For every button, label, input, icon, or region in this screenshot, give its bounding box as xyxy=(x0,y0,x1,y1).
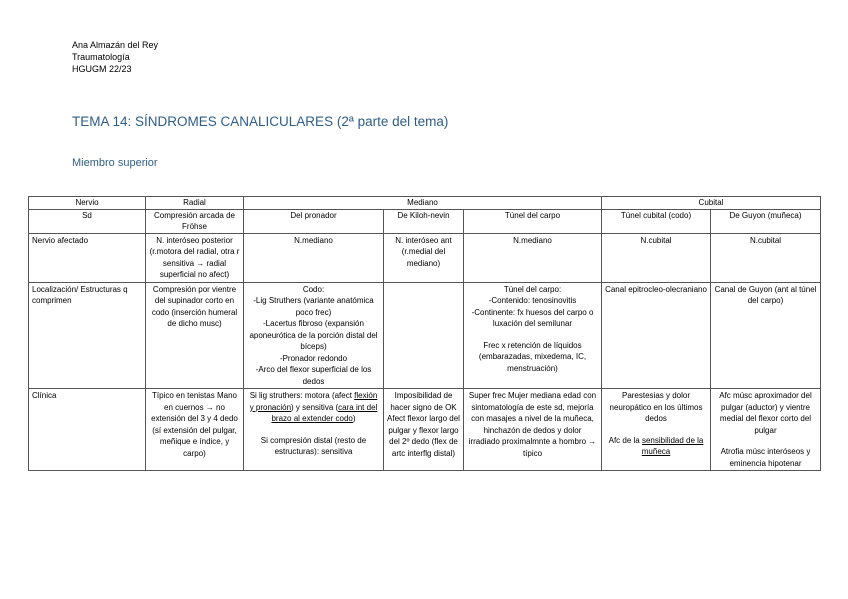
row-label: Nervio afectado xyxy=(29,233,146,282)
table-cell xyxy=(711,389,821,471)
cell-line: -Arco del flexor superficial de los dedos xyxy=(255,365,372,386)
subheader-carpo: Túnel del carpo xyxy=(464,209,602,233)
table-cell: Compresión por vientre del supinador corto en codo (inserción humeral de dicho musc) xyxy=(146,282,244,389)
cell-line: Frec x retención de líquidos (embarazadas, mixedema, IC, menstruación) xyxy=(478,340,587,373)
table-cell xyxy=(384,282,464,389)
table-cell: Canal epitrocleo-olecraniano xyxy=(602,282,711,389)
table-cell: N.cubital xyxy=(602,233,711,282)
text-run: ) y sensitiva ( xyxy=(291,402,339,412)
spacer xyxy=(714,436,817,446)
subheader-radial: Compresión arcada de Fröhse xyxy=(146,209,244,233)
table-cell: Canal de Guyon (ant al túnel del carpo) xyxy=(711,282,821,389)
institution-name: HGUGM 22/23 xyxy=(72,64,132,74)
subheader-tunel-cubital: Túnel cubital (codo) xyxy=(602,209,711,233)
table-cell xyxy=(244,282,384,389)
table-row xyxy=(29,233,821,282)
cell-paragraph: Parestesias y dolor neuropático en los últimos dedos xyxy=(609,391,703,423)
spacer xyxy=(605,425,707,435)
cell-line: -Lacertus fibroso (expansión aponeurótica de la porción distal del bíceps) xyxy=(249,319,378,351)
header-radial: Radial xyxy=(146,197,244,210)
group-header-row xyxy=(29,197,821,210)
cell-paragraph xyxy=(247,390,380,425)
underlined-text: cara int del brazo al extender codo xyxy=(271,402,378,423)
table-cell: N.mediano xyxy=(464,233,602,282)
subheader-kiloh: De Kiloh-nevin xyxy=(384,209,464,233)
table-cell: Típico en tenistas Mano en cuernos → no extensión del 3 y 4 dedo (sí extensión del pulgar, meñique e índice, y carpo) xyxy=(146,389,244,471)
spacer xyxy=(467,330,598,340)
spacer xyxy=(247,425,380,435)
table-cell xyxy=(602,389,711,471)
cell-line: -Continente: fx huesos del carpo o luxación del semilunar xyxy=(471,307,594,328)
header-cubital: Cubital xyxy=(602,197,821,210)
cell-paragraph: Si compresión distal (resto de estructuras): sensitiva xyxy=(260,435,367,456)
header-nervio: Nervio xyxy=(29,197,146,210)
row-label: Localización/ Estructuras q comprimen xyxy=(29,282,146,389)
cell-line: Codo: xyxy=(302,284,325,294)
cell-paragraph xyxy=(605,435,707,458)
subheader-pronador: Del pronador xyxy=(244,209,384,233)
text-run: Si lig struthers: motora (afect xyxy=(249,391,355,400)
table-cell xyxy=(244,389,384,471)
table-cell: Imposibilidad de hacer signo de OK Afect flexor largo del pulgar y flexor largo del 2º dedo (flex de artc interflg distal) xyxy=(384,389,464,471)
cell-line: -Lig Struthers (variante anatómica poco frec) xyxy=(253,296,374,317)
cell-line: -Pronador redondo xyxy=(279,353,348,363)
table-row xyxy=(29,282,821,389)
cell-paragraph: Atrofia músc interóseos y eminencia hipotenar xyxy=(720,447,811,468)
header-mediano: Mediano xyxy=(244,197,602,210)
table-cell: N.mediano xyxy=(244,233,384,282)
sub-header-row xyxy=(29,209,821,233)
subject-name: Traumatología xyxy=(72,52,130,62)
author-name: Ana Almazán del Rey xyxy=(72,40,159,50)
table-cell xyxy=(464,282,602,389)
table-cell: Super frec Mujer mediana edad con sintomatología de este sd, mejoría con masajes a nivel de la muñeca, hinchazón de dedos y dolor irradiado proximalmnte a hombro → típico xyxy=(464,389,602,471)
syndromes-table xyxy=(28,196,821,471)
document-header xyxy=(72,39,158,75)
cell-line: -Contenido: tenosinovitis xyxy=(488,296,577,305)
table-cell: N. interóseo posterior (r.motora del radial, otra r sensitiva → radial superficial no afect) xyxy=(146,233,244,282)
section-subtitle: Miembro superior xyxy=(72,157,158,169)
cell-paragraph: Afc músc aproximador del pulgar (aductor) y vientre medial del flexor corto del pulgar xyxy=(719,391,812,435)
page-title: TEMA 14: SÍNDROMES CANALICULARES (2ª parte del tema) xyxy=(72,114,449,129)
cell-line: Túnel del carpo: xyxy=(503,284,562,294)
subheader-guyon: De Guyon (muñeca) xyxy=(711,209,821,233)
table-row xyxy=(29,389,821,471)
underlined-text: sensibilidad de la muñeca xyxy=(641,435,704,456)
row-label: Clínica xyxy=(29,389,146,471)
subheader-sd: Sd xyxy=(29,209,146,233)
text-run: ) xyxy=(352,414,356,423)
table-cell: N. interóseo ant (r.medial del mediano) xyxy=(384,233,464,282)
text-run: Afc de la xyxy=(608,435,642,445)
underlined-text: flexión y pronación xyxy=(249,391,378,412)
table-cell: N.cubital xyxy=(711,233,821,282)
